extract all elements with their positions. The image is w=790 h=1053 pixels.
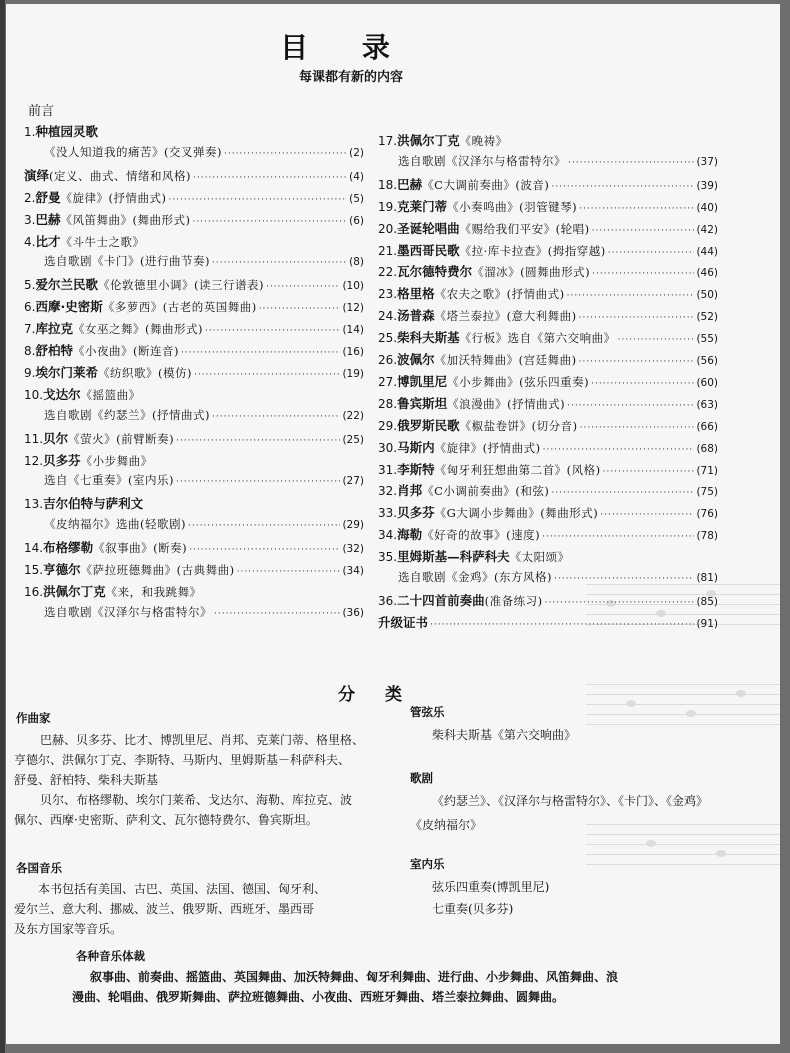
toc-entry-number: 13. (24, 497, 44, 512)
toc-entry-work: 《摇篮曲》 (80, 387, 141, 402)
toc-entry-composer: 贝多芬 (43, 452, 81, 468)
genres-heading: 各种音乐体裁 (76, 949, 145, 963)
toc-entry (378, 241, 718, 260)
chamber-line: 弦乐四重奏(博凯里尼) (432, 880, 550, 894)
toc-page-number: (60) (696, 376, 718, 389)
toc-dot-leader (181, 348, 340, 358)
toc-entry (378, 328, 718, 347)
toc-entry-number: 5. (24, 278, 36, 293)
toc-dot-leader (551, 182, 694, 192)
toc-page-number: (68) (696, 442, 718, 455)
toc-entry (44, 472, 364, 491)
toc-entry-composer: 巴赫 (35, 211, 61, 227)
toc-entry-work: 《行板》选自《第六交响曲》 (459, 331, 616, 346)
toc-page-number: (85) (696, 595, 718, 608)
toc-entry (378, 219, 718, 238)
toc-entry-composer: 西摩·史密斯 (35, 299, 103, 315)
toc-entry-composer: 墨西哥民歌 (397, 242, 460, 258)
toc-entry-work: 《塔兰泰拉》(意大利舞曲) (434, 309, 577, 324)
toc-page-number: (42) (696, 223, 718, 236)
toc-dot-leader (266, 282, 340, 292)
toc-entry (378, 613, 718, 632)
toc-entry-composer: 二十四首前奏曲 (397, 592, 485, 608)
page-title: 目 录 (280, 31, 412, 64)
toc-entry-work: 《来，和我跳舞》 (105, 584, 202, 599)
toc-entry-work: 《溜冰》(圆舞曲形式) (472, 265, 591, 280)
toc-dot-leader (592, 226, 695, 236)
toc-page-number: (76) (696, 508, 718, 521)
toc-entry-work: 选自歌剧《金鸡》(东方风格) (398, 570, 552, 584)
toc-entry-composer: 亨德尔 (43, 562, 81, 577)
toc-entry-composer: 海勒 (397, 527, 423, 543)
toc-page-number: (14) (342, 324, 364, 337)
toc-page-number: (6) (349, 214, 364, 227)
toc-entry-number: 22. (378, 265, 398, 280)
toc-entry-work: 《没人知道我的痛苦》(交叉弹奏) (44, 144, 222, 159)
toc-entry (378, 416, 718, 435)
toc-entry-composer: 柴科夫斯基 (397, 330, 460, 346)
toc-entry-number: 30. (378, 440, 398, 455)
toc-entry-work: (准备练习) (484, 593, 543, 608)
toc-entry-composer: 李斯特 (397, 461, 435, 477)
toc-entry (24, 210, 364, 229)
toc-entry-work: 《旋律》(抒情曲式) (434, 440, 541, 455)
toc-dot-leader (603, 467, 695, 477)
toc-entry-work: 《小步舞曲》 (80, 453, 153, 468)
toc-dot-leader (193, 173, 347, 183)
toc-entry-work: 《叙事曲》(断奏) (93, 541, 188, 556)
toc-entry-work: 《旋律》(抒情曲式) (60, 190, 167, 205)
toc-dot-leader (176, 436, 340, 446)
page-edge-shadow (0, 0, 5, 1053)
toc-entry (24, 582, 364, 601)
toc-entry (24, 429, 364, 448)
toc-dot-leader (189, 545, 340, 555)
toc-entry (24, 275, 364, 294)
toc-entry-composer: 巴赫 (397, 176, 423, 192)
toc-dot-leader (542, 532, 694, 542)
composers-line: 佩尔、西摩·史密斯、萨利文、瓦尔德特费尔、鲁宾斯坦。 (14, 813, 318, 827)
national-music-line: 爱尔兰、意大利、挪威、波兰、俄罗斯、西班牙、墨西哥 (14, 902, 315, 916)
toc-entry-composer: 舒柏特 (35, 343, 73, 358)
toc-page-number: (66) (696, 420, 718, 433)
toc-page-number: (16) (342, 346, 364, 358)
toc-entry-composer: 格里格 (397, 286, 435, 302)
toc-entry-composer: 升级证书 (378, 614, 429, 630)
opera-line: 《皮纳福尔》 (410, 818, 483, 832)
orchestral-heading: 管弦乐 (410, 705, 445, 719)
toc-dot-leader (188, 521, 340, 531)
toc-page-number: (91) (696, 617, 718, 630)
toc-page-number: (25) (342, 433, 364, 446)
toc-entry (378, 262, 718, 281)
toc-entry (378, 591, 718, 610)
toc-entry-composer: 戈达尔 (43, 386, 81, 402)
toc-entry (44, 144, 364, 163)
toc-entry-number: 23. (378, 287, 398, 302)
toc-entry-number: 31. (378, 462, 398, 477)
toc-entry-number: 17. (378, 134, 398, 148)
toc-page-number: (78) (696, 530, 718, 543)
toc-entry-work: 《伦敦德里小调》(读三行谱表) (97, 278, 264, 293)
toc-entry-work: 《C小调前奏曲》(和弦) (422, 484, 550, 499)
toc-entry-composer: 汤普森 (397, 308, 435, 324)
toc-entry (378, 547, 718, 566)
toc-entry-number: 25. (378, 331, 398, 346)
toc-page-number: (63) (696, 398, 718, 411)
toc-entry (44, 407, 364, 426)
opera-heading: 歌剧 (410, 771, 433, 785)
toc-dot-leader (194, 370, 340, 380)
toc-entry (24, 560, 364, 579)
toc-entry-work: 《萨拉班德舞曲》(古典舞曲) (80, 563, 235, 577)
toc-entry (24, 538, 364, 557)
toc-entry (24, 297, 364, 316)
toc-entry-work: 《赐给我们平安》(轮唱) (459, 221, 590, 236)
toc-entry-number: 10. (24, 387, 44, 402)
toc-entry-work: 《小夜曲》(断连音) (72, 344, 179, 358)
toc-page-number: (8) (349, 256, 364, 269)
toc-entry-composer: 洪佩尔丁克 (397, 133, 460, 148)
toc-dot-leader (214, 609, 340, 619)
toc-entry (398, 153, 718, 172)
toc-entry-number: 4. (24, 234, 36, 249)
toc-dot-leader (237, 567, 341, 577)
toc-entry-composer: 爱尔兰民歌 (35, 277, 98, 293)
toc-entry (378, 394, 718, 413)
toc-entry-composer: 比才 (35, 233, 61, 249)
toc-entry-work: 选自《七重奏》(室内乐) (44, 473, 174, 488)
toc-entry-composer: 马斯内 (397, 439, 435, 455)
page-subtitle: 每课都有新的内容 (298, 70, 403, 85)
toc-entry (24, 385, 364, 404)
toc-entry-number: 7. (24, 322, 36, 337)
toc-page-number: (27) (342, 475, 364, 488)
toc-entry (44, 516, 364, 535)
toc-dot-leader (568, 158, 694, 168)
composers-line: 贝尔、布格缪勒、埃尔门莱希、戈达尔、海勒、库拉克、波 (40, 793, 353, 807)
toc-entry (378, 284, 718, 303)
toc-entry (378, 438, 718, 457)
toc-entry-number: 32. (378, 484, 398, 499)
toc-entry-work: 《C大调前奏曲》(波音) (422, 177, 550, 192)
toc-entry (24, 232, 364, 251)
toc-page-number: (75) (696, 486, 718, 499)
toc-entry-work: 《斗牛士之歌》 (60, 234, 145, 249)
toc-page-number: (10) (342, 280, 364, 293)
toc-page-number: (29) (342, 519, 364, 532)
toc-entry-number: 33. (378, 506, 398, 521)
toc-entry-number: 18. (378, 177, 398, 192)
toc-entry-work: 《好奇的故事》(速度) (422, 528, 541, 543)
toc-entry-work: 选自歌剧《卡门》(进行曲节奏) (44, 254, 210, 269)
toc-entry (378, 131, 718, 150)
toc-page-number: (12) (342, 302, 364, 315)
toc-entry-composer: 里姆斯基—科萨科夫 (397, 549, 510, 565)
toc-entry (24, 341, 364, 360)
toc-entry (378, 197, 718, 216)
toc-page-number: (32) (342, 543, 364, 556)
toc-entry-work: 《农夫之歌》(抒情曲式) (434, 287, 565, 302)
toc-entry-number: 15. (24, 563, 44, 577)
toc-dot-leader (205, 326, 340, 336)
toc-page-number: (55) (696, 333, 718, 346)
toc-entry-work: 《G大调小步舞曲》(舞曲形式) (434, 506, 599, 521)
toc-entry-work: 《皮纳福尔》选曲(轻歌剧) (44, 517, 186, 532)
toc-entry-work: 《匈牙利狂想曲第二首》(风格) (434, 462, 601, 477)
toc-dot-leader (579, 357, 695, 367)
toc-dot-leader (543, 445, 695, 455)
toc-entry-number: 3. (24, 212, 36, 227)
toc-entry-work: 选自歌剧《汉泽尔与格雷特尔》 (44, 604, 212, 619)
toc-entry (44, 253, 364, 272)
toc-entry-number: 20. (378, 221, 398, 236)
opera-line: 《约瑟兰》、《汉泽尔与格雷特尔》、《卡门》、《金鸡》 (432, 794, 709, 808)
toc-page-number: (52) (696, 311, 718, 324)
toc-entry (378, 481, 718, 500)
toc-entry-work: (定义、曲式、情绪和风格) (49, 168, 191, 183)
toc-entry-number: 9. (24, 365, 36, 380)
genres-line: 叙事曲、前奏曲、摇篮曲、英国舞曲、加沃特舞曲、匈牙利舞曲、进行曲、小步舞曲、风笛舞曲、浪 (90, 970, 619, 984)
toc-page-number: (5) (349, 192, 364, 205)
toc-entry-composer: 库拉克 (35, 321, 73, 337)
toc-entry-work: 《萤火》(前臂断奏) (68, 431, 175, 446)
national-music-heading: 各国音乐 (16, 861, 62, 875)
toc-dot-leader (592, 269, 694, 279)
toc-entry (378, 525, 718, 544)
toc-page-number: (81) (696, 572, 718, 584)
toc-page-number: (4) (349, 170, 364, 183)
toc-dot-leader (224, 149, 347, 159)
toc-entry-work: 《加沃特舞曲》(宫廷舞曲) (434, 353, 577, 367)
toc-entry-number: 8. (24, 344, 36, 358)
toc-entry-number: 27. (378, 374, 398, 389)
toc-page-number: (34) (342, 565, 364, 577)
toc-entry-work: 《女巫之舞》(舞曲形式) (72, 322, 203, 337)
toc-entry (44, 604, 364, 623)
toc-entry-number: 28. (378, 396, 398, 411)
toc-entry-composer: 圣诞轮唱曲 (397, 220, 460, 236)
toc-entry-composer: 埃尔门莱希 (35, 364, 98, 380)
orchestral-line: 柴科夫斯基《第六交响曲》 (432, 728, 577, 742)
toc-entry-work: 《太阳颂》 (509, 550, 570, 565)
toc-dot-leader (212, 258, 347, 268)
toc-entry-work: 《浪漫曲》(抒情曲式) (447, 396, 566, 411)
toc-entry-work: 《多萝西》(古老的英国舞曲) (102, 300, 257, 315)
categories-title: 分 类 (338, 685, 414, 705)
toc-entry-composer: 俄罗斯民歌 (397, 417, 460, 433)
toc-page-number: (19) (342, 367, 364, 380)
toc-dot-leader (567, 401, 694, 411)
toc-entry (378, 372, 718, 391)
toc-entry-composer: 种植园灵歌 (35, 124, 98, 139)
toc-dot-leader (212, 412, 340, 422)
toc-entry-work: 选自歌剧《约瑟兰》(抒情曲式) (44, 407, 210, 422)
toc-entry (24, 188, 364, 207)
toc-entry (24, 494, 364, 513)
toc-entry-composer: 吉尔伯特与萨利文 (43, 496, 144, 512)
toc-entry-composer: 贝多芬 (397, 505, 435, 521)
toc-entry-number: 2. (24, 190, 36, 205)
toc-entry (378, 503, 718, 522)
toc-dot-leader (168, 195, 347, 205)
toc-dot-leader (579, 204, 694, 214)
preface-label: 前言 (28, 104, 55, 119)
toc-entry-number: 6. (24, 300, 36, 315)
toc-entry-composer: 博凯里尼 (397, 373, 448, 389)
national-music-line: 及东方国家等音乐。 (14, 922, 123, 936)
toc-entry-number: 35. (378, 550, 398, 565)
toc-dot-leader (545, 598, 695, 608)
toc-page-number: (36) (342, 606, 364, 619)
toc-entry-number: 11. (24, 431, 44, 446)
toc-entry-number: 24. (378, 309, 398, 324)
toc-entry-composer: 瓦尔德特费尔 (397, 264, 473, 280)
toc-entry-composer: 洪佩尔丁克 (43, 583, 106, 599)
genres-line: 漫曲、轮唱曲、俄罗斯舞曲、萨拉班德舞曲、小夜曲、西班牙舞曲、塔兰泰拉舞曲、圆舞曲。 (72, 990, 565, 1004)
document-page (6, 4, 780, 1044)
toc-page-number: (22) (342, 409, 364, 422)
toc-entry-composer: 贝尔 (43, 430, 69, 446)
toc-entry-number: 34. (378, 528, 398, 543)
toc-page-number: (50) (696, 289, 718, 302)
toc-entry-number: 16. (24, 584, 44, 599)
toc-dot-leader (554, 574, 694, 584)
toc-entry-composer: 演绎 (24, 167, 50, 183)
toc-entry-composer: 克莱门蒂 (397, 198, 448, 214)
toc-entry (24, 319, 364, 338)
toc-page-number: (2) (349, 146, 364, 159)
toc-page-number: (37) (696, 155, 718, 168)
toc-entry (24, 166, 364, 185)
toc-entry-work: 选自歌剧《汉泽尔与格雷特尔》 (398, 153, 566, 168)
toc-page-number: (56) (696, 355, 718, 367)
toc-entry-number: 21. (378, 243, 398, 258)
toc-entry-composer: 舒曼 (35, 189, 61, 205)
toc-entry-number: 14. (24, 541, 44, 556)
toc-page-number: (71) (696, 464, 718, 477)
toc-entry-work: 《晚祷》 (459, 134, 508, 148)
toc-entry-number: 29. (378, 418, 398, 433)
toc-dot-leader (608, 248, 695, 258)
toc-entry-composer: 布格缪勒 (43, 540, 94, 556)
toc-entry (378, 306, 718, 325)
toc-dot-leader (430, 620, 694, 630)
toc-dot-leader (591, 379, 694, 389)
toc-entry (378, 460, 718, 479)
toc-entry-composer: 波佩尔 (397, 352, 435, 367)
toc-dot-leader (580, 423, 695, 433)
toc-entry (378, 350, 718, 369)
toc-entry-number: 26. (378, 353, 398, 367)
toc-dot-leader (192, 217, 347, 227)
toc-entry (398, 569, 718, 588)
toc-dot-leader (259, 304, 341, 314)
toc-entry (24, 451, 364, 470)
toc-page-number: (40) (696, 201, 718, 214)
toc-entry-work: 《小步舞曲》(弦乐四重奏) (447, 374, 590, 389)
toc-entry-number: 36. (378, 593, 398, 608)
toc-dot-leader (579, 313, 695, 323)
toc-page-number: (39) (696, 179, 718, 192)
toc-page-number: (46) (696, 267, 718, 280)
toc-entry-work: 《椒盐卷饼》(切分音) (459, 418, 578, 433)
toc-entry-composer: 肖邦 (397, 483, 423, 499)
composers-line: 舒曼、舒柏特、柴科夫斯基 (14, 773, 159, 787)
toc-entry (24, 363, 364, 382)
toc-entry-work: 《小奏鸣曲》(羽管键琴) (447, 199, 578, 214)
toc-page-number: (44) (696, 245, 718, 258)
composers-line: 巴赫、贝多芬、比才、博凯里尼、肖邦、克莱门蒂、格里格、 (40, 733, 365, 747)
national-music-line: 本书包括有美国、古巴、英国、法国、德国、匈牙利、 (38, 882, 327, 896)
toc-dot-leader (567, 291, 695, 301)
toc-entry-composer: 鲁宾斯坦 (397, 395, 448, 411)
composers-line: 亨德尔、洪佩尔丁克、李斯特、马斯内、里姆斯基－科萨科夫、 (14, 753, 351, 767)
toc-entry-work: 《风笛舞曲》(舞曲形式) (60, 212, 191, 227)
chamber-heading: 室内乐 (410, 857, 445, 871)
toc-entry-work: 《纺织歌》(模仿) (97, 365, 192, 380)
toc-entry-number: 12. (24, 453, 44, 468)
toc-dot-leader (618, 335, 695, 345)
toc-entry-number: 1. (24, 125, 36, 139)
toc-entry (378, 175, 718, 194)
chamber-line: 七重奏(贝多芬) (432, 902, 514, 916)
composers-heading: 作曲家 (16, 711, 51, 725)
toc-entry (24, 122, 364, 141)
toc-entry-number: 19. (378, 199, 398, 214)
toc-dot-leader (600, 510, 694, 520)
toc-dot-leader (176, 477, 340, 487)
toc-dot-leader (551, 488, 694, 498)
toc-entry-work: 《拉·库卡拉查》(拇指穿越) (459, 243, 606, 258)
